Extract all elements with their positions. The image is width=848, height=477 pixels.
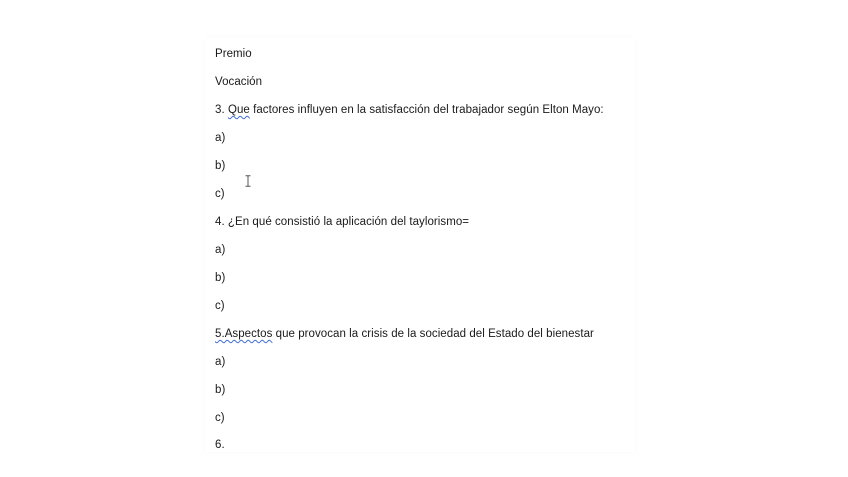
question-4: 4. ¿En qué consistió la aplicación del taylorismo= <box>215 216 470 228</box>
question-5-option-c: c) <box>215 412 225 424</box>
question-5-option-b: b) <box>215 384 226 396</box>
question-5-option-a: a) <box>215 356 226 368</box>
text-cursor-icon <box>244 175 252 187</box>
question-4-option-b: b) <box>215 272 226 284</box>
question-6: 6. <box>215 439 225 451</box>
question-5-text: que provocan la crisis de la sociedad del Estado del bienestar <box>272 328 594 340</box>
question-4-option-c: c) <box>215 300 225 312</box>
question-3-option-c: c) <box>215 188 225 200</box>
question-3-option-b: b) <box>215 160 226 172</box>
question-5 <box>215 327 594 341</box>
document-page[interactable] <box>205 38 635 452</box>
question-4-option-a: a) <box>215 244 226 256</box>
line-premio: Premio <box>215 48 252 60</box>
question-3-first-word: Que <box>227 104 250 116</box>
question-3 <box>215 103 604 117</box>
question-3-number: 3. <box>215 104 225 116</box>
line-vocacion: Vocación <box>215 76 263 88</box>
question-5-first-word: 5.Aspectos <box>215 328 273 340</box>
question-3-option-a: a) <box>215 132 226 144</box>
question-3-text: factores influyen en la satisfacción del trabajador según Elton Mayo: <box>249 104 604 116</box>
